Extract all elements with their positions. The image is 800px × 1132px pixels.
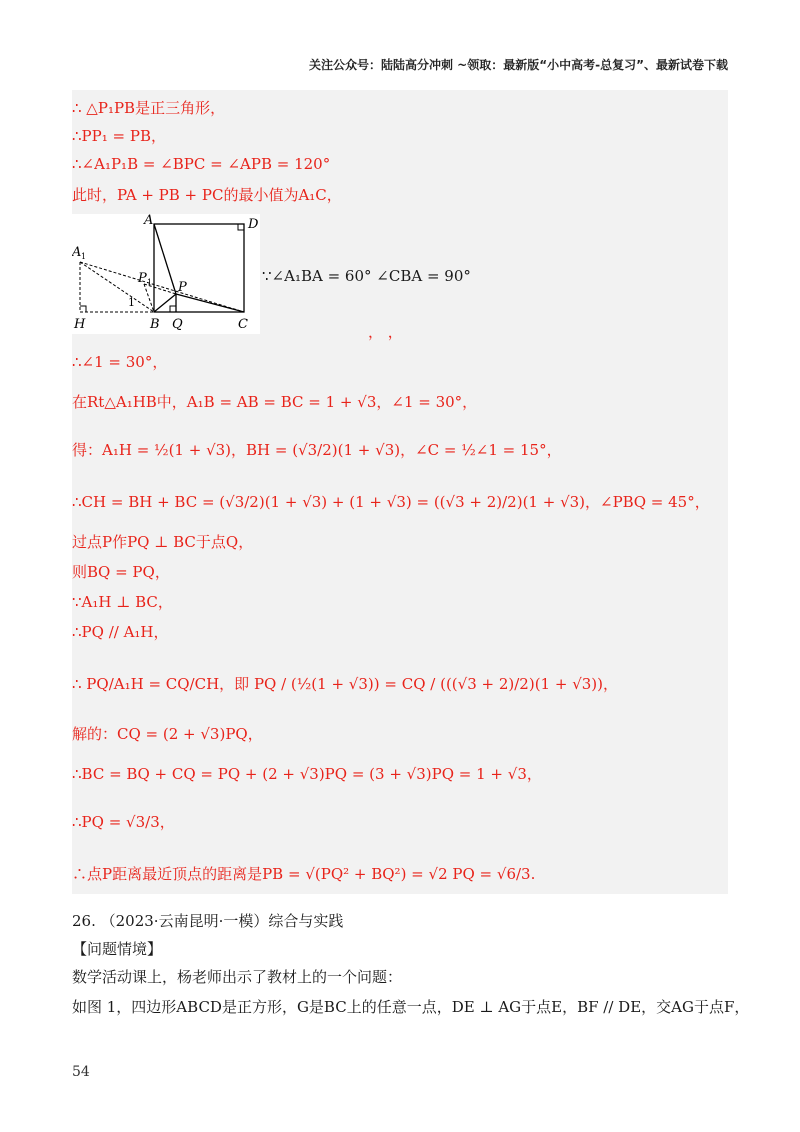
label-P1-sub: 1 (147, 278, 153, 287)
solution-line-4: 此时，PA + PB + PC的最小值为A₁C， (72, 186, 342, 204)
section-heading: 【问题情境】 (72, 940, 163, 958)
label-C: C (238, 317, 248, 332)
solution-block (72, 90, 728, 894)
problem-paragraph-1: 数学活动课上，杨老师出示了教材上的一个问题： (72, 968, 403, 986)
solution-line-8: 得：A₁H = ½(1 + √3)，BH = (√3/2)(1 + √3)，∠C = ½∠1 = 15°， (72, 441, 562, 459)
label-D: D (248, 217, 259, 232)
label-angle-1: 1 (128, 296, 135, 309)
solution-line-2: ∴PP₁ = PB， (72, 127, 166, 145)
label-B: B (150, 317, 160, 332)
label-P1: P (138, 271, 147, 286)
label-A1: A (72, 245, 82, 260)
solution-line-6: ∴∠1 = 30°， (72, 353, 168, 371)
solution-line-12: ∵A₁H ⊥ BC， (72, 593, 173, 611)
solution-line-13: ∴PQ // A₁H， (72, 623, 169, 641)
solution-line-1: ∴ △P₁PB是正三角形， (72, 99, 226, 117)
page-header: 关注公众号：陆陆高分冲刺 ~领取：最新版“小中高考-总复习”、最新试卷下载 (309, 58, 728, 72)
geometry-figure (72, 214, 260, 334)
problem-paragraph-2: 如图 1，四边形ABCD是正方形，G是BC上的任意一点，DE ⊥ AG于点E，BF // DE，交AG于点F， (72, 998, 750, 1016)
solution-line-5b: ， ， (368, 323, 403, 341)
solution-line-17: ∴PQ = √3/3， (72, 813, 175, 831)
solution-line-9: ∴CH = BH + BC = (√3/2)(1 + √3) + (1 + √3) = ((√3 + 2)/2)(1 + √3)，∠PBQ = 45°， (72, 493, 710, 511)
label-A: A (144, 214, 154, 228)
problem-title: 26. （2023·云南昆明·一模）综合与实践 (72, 912, 344, 930)
solution-line-3: ∴∠A₁P₁B = ∠BPC = ∠APB = 120° (72, 155, 331, 173)
solution-line-14: ∴ PQ/A₁H = CQ/CH，即 PQ / (½(1 + √3)) = CQ / (((√3 + 2)/2)(1 + √3))， (72, 675, 618, 693)
label-Q: Q (172, 317, 183, 332)
solution-line-15: 解的：CQ = (2 + √3)PQ， (72, 725, 263, 743)
solution-line-18: ∴点P距离最近顶点的距离是PB = √(PQ² + BQ²) = √2 PQ = √6/3. (72, 865, 536, 883)
page-number: 54 (72, 1064, 90, 1080)
solution-line-16: ∴BC = BQ + CQ = PQ + (2 + √3)PQ = (3 + √3)PQ = 1 + √3， (72, 765, 542, 783)
label-P: P (178, 280, 187, 295)
solution-line-7: 在Rt△A₁HB中，A₁B = AB = BC = 1 + √3，∠1 = 30°， (72, 393, 478, 411)
solution-line-11: 则BQ = PQ， (72, 563, 170, 581)
solution-line-5a: ∵∠A₁BA = 60° ∠CBA = 90° (262, 267, 471, 285)
solution-line-10: 过点P作PQ ⊥ BC于点Q， (72, 533, 254, 551)
label-H: H (74, 317, 86, 332)
label-A1-sub: 1 (81, 252, 87, 261)
square-diagram (72, 214, 260, 334)
